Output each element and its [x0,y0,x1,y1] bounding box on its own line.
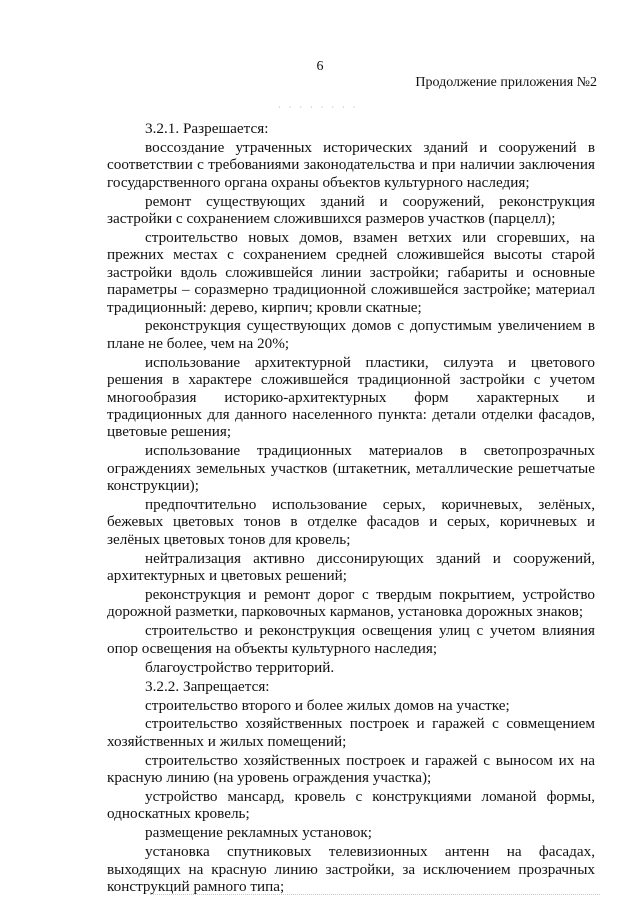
paragraph: реконструкция и ремонт дорог с твердым покрытием, устройство дорожной разметки, парковочных карманов, установка дорожных знаков; [107,586,595,621]
paragraph: строительство хозяйственных построек и гаражей с выносом их на красную линию (на уровень ограждения участка); [107,751,595,787]
paragraph: строительство второго и более жилых домов на участке; [145,696,510,714]
paragraph: ремонт существующих зданий и сооружений, реконструкция застройки с сохранением сложившихся размеров участков (парцелл); [107,192,595,228]
page-number: 6 [316,59,324,74]
section-heading-prohibited: 3.2.2. Запрещается: [145,677,270,695]
paragraph: строительство и реконструкция освещения улиц с учетом влияния опор освещения на объекты культурного наследия; [107,622,595,657]
paragraph: нейтрализация активно диссонирующих зданий и сооружений, архитектурных и цветовых решений; [107,549,595,585]
paragraph: установка спутниковых телевизионных антенн на фасадах, выходящих на красную линию застройки, за исключением прозрачных конструкций рамного типа; [107,843,595,896]
paragraph: размещение рекламных установок; [145,824,372,842]
paragraph: строительство новых домов, взамен ветхих или сгоревших, на прежних местах с сохранением средней сложившейся высоты старой застройки вдоль сложившейся линии застройки; габариты и основные параметры – соразмерно традиционной сложившейся застройке; материал традиционный: дерево, кирпич; кровли скатные; [107,228,595,316]
scan-specks: · · · · · · · · [278,103,359,112]
document-body [107,120,595,897]
paragraph: использование архитектурной пластики, силуэта и цветового решения в характере сложившейся традиционной застройки с учетом многообразия историко-архитектурных форм характерных и традиционных для данного населенного пункта: детали отделки фасадов, цветовые решения; [107,353,595,441]
section-heading-allowed: 3.2.1. Разрешается: [145,120,269,137]
paragraph: строительство хозяйственных построек и гаражей с совмещением хозяйственных и жилых помещений; [107,715,595,750]
paragraph: предпочтительно использование серых, коричневых, зелёных, бежевых цветовых тонов в отделке фасадов и серых, коричневых и зелёных цветовых тонов для кровель; [107,496,595,548]
appendix-continuation-label: Продолжение приложения №2 [415,75,597,90]
paragraph: реконструкция существующих домов с допустимым увеличением в плане не более, чем на 20%; [107,317,595,352]
paragraph: использование традиционных материалов в светопрозрачных ограждениях земельных участков (штакетник, металлические решетчатые конструкции); [107,442,595,495]
scan-edge-noise [150,894,600,897]
paragraph: благоустройство территорий. [145,658,335,676]
paragraph: воссоздание утраченных исторических зданий и сооружений в соответствии с требованиями законодательства и при наличии заключения государственного органа охраны объектов культурного наследия; [107,138,595,191]
paragraph: устройство мансард, кровель с конструкциями ломаной формы, односкатных кровель; [107,788,595,823]
